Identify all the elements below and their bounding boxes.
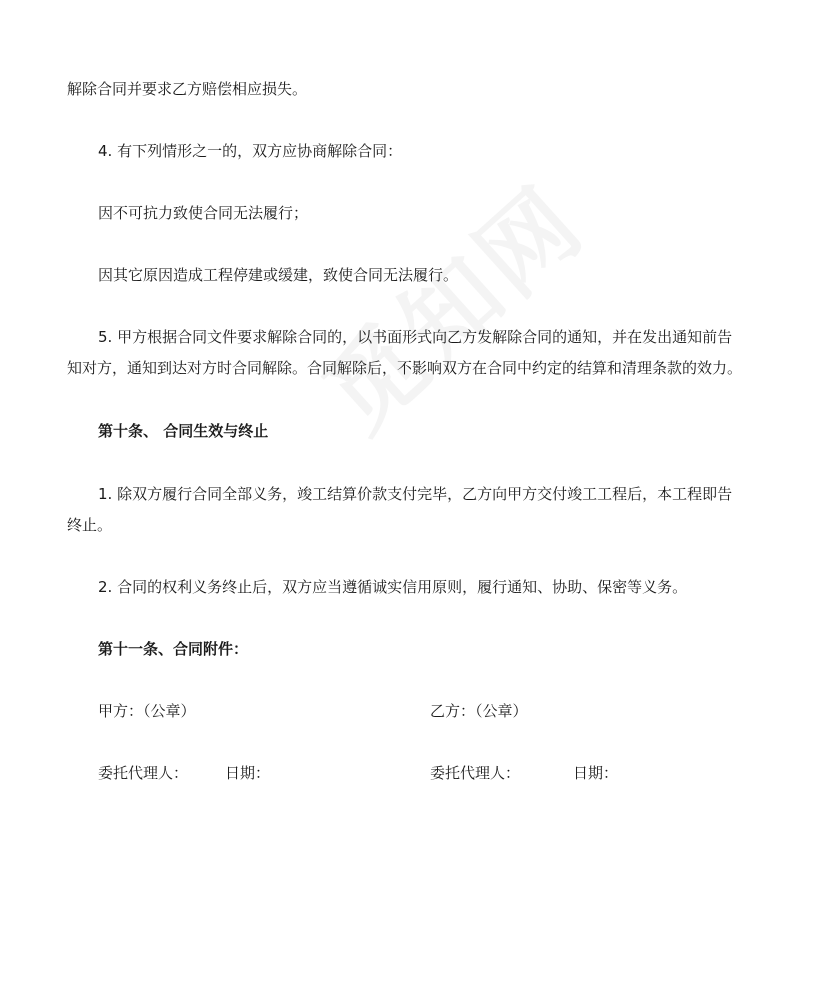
paragraph-line: 解除合同并要求乙方赔偿相应损失。 (67, 80, 308, 98)
section-10-item-1-line-1: 1. 除双方履行合同全部义务，竣工结算价款支付完毕，乙方向甲方交付竣工工程后，本工程即告 (98, 485, 733, 503)
clause-4: 4. 有下列情形之一的，双方应协商解除合同： (98, 142, 403, 160)
party-b-seal: 乙方：（公章） (430, 702, 528, 720)
clause-4-item-2: 因其它原因造成工程停建或缓建，致使合同无法履行。 (98, 266, 459, 284)
party-b-date: 日期： (573, 764, 619, 782)
section-11-heading: 第十一条、合同附件： (98, 640, 249, 658)
party-b-agent: 委托代理人： (430, 764, 521, 782)
clause-5-line-2: 知对方，通知到达对方时合同解除。合同解除后，不影响双方在合同中约定的结算和清理条款的效力。 (67, 359, 743, 377)
section-10-item-1-line-2: 终止。 (67, 516, 113, 534)
watermark (290, 150, 609, 457)
party-a-seal: 甲方：（公章） (98, 702, 196, 720)
clause-4-item-1: 因不可抗力致使合同无法履行； (98, 204, 309, 222)
party-a-date: 日期： (225, 764, 271, 782)
section-10-item-2: 2. 合同的权利义务终止后，双方应当遵循诚实信用原则，履行通知、协助、保密等义务。 (98, 578, 688, 596)
party-a-agent: 委托代理人： (98, 764, 189, 782)
clause-5-line-1: 5. 甲方根据合同文件要求解除合同的，以书面形式向乙方发解除合同的通知，并在发出通知前告 (98, 328, 733, 346)
section-10-heading: 第十条、 合同生效与终止 (98, 422, 269, 440)
